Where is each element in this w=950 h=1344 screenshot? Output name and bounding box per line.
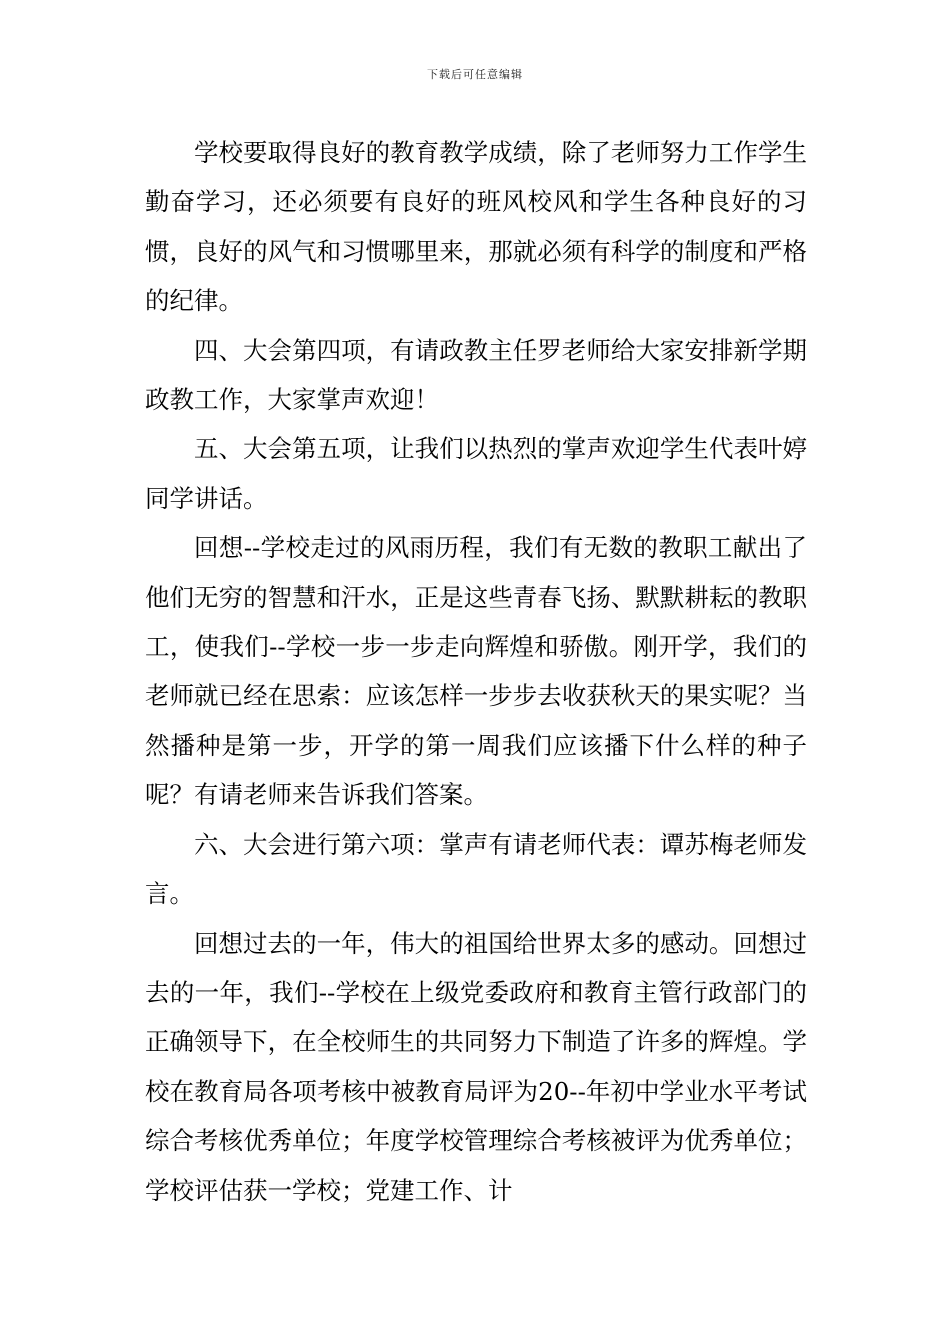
paragraph-item-five: 五、大会第五项，让我们以热烈的掌声欢迎学生代表叶婷同学讲话。 <box>145 434 807 513</box>
paragraph-item-four: 四、大会第四项，有请政教主任罗老师给大家安排新学期政教工作，大家掌声欢迎！ <box>145 335 807 415</box>
paragraph-school-history: 回想--学校走过的风雨历程，我们有无数的教职工献出了他们无穷的智慧和汗水，正是这些青春飞扬、默默耕耘的教职工，使我们--学校一步一步走向辉煌和骄傲。刚开学，我们的老师就已经在思索：应该怎样一步步去收获秋天的果实呢？当然播种是第一步，开学的第一周我们应该播下什么样的种子呢？有请老师来告诉我们答案。 <box>145 533 807 810</box>
paragraph-discipline: 学校要取得良好的教育教学成绩，除了老师努力工作学生勤奋学习，还必须要有良好的班风校风和学生各种良好的习惯，良好的风气和习惯哪里来，那就必须有科学的制度和严格的纪律。 <box>145 138 807 316</box>
paragraph-past-year: 回想过去的一年，伟大的祖国给世界太多的感动。回想过去的一年，我们--学校在上级党委政府和教育主管行政部门的正确领导下，在全校师生的共同努力下制造了许多的辉煌。学校在教育局各项考核中被教育局评为20--年初中学业水平考试综合考核优秀单位；年度学校管理综合考核被评为优秀单位；学校评估获一学校；党建工作、计 <box>145 928 807 1205</box>
document-body <box>145 128 807 1215</box>
paragraph-item-six: 六、大会进行第六项：掌声有请老师代表：谭苏梅老师发言。 <box>145 829 807 909</box>
page-header: 下载后可任意编辑 <box>427 68 523 81</box>
